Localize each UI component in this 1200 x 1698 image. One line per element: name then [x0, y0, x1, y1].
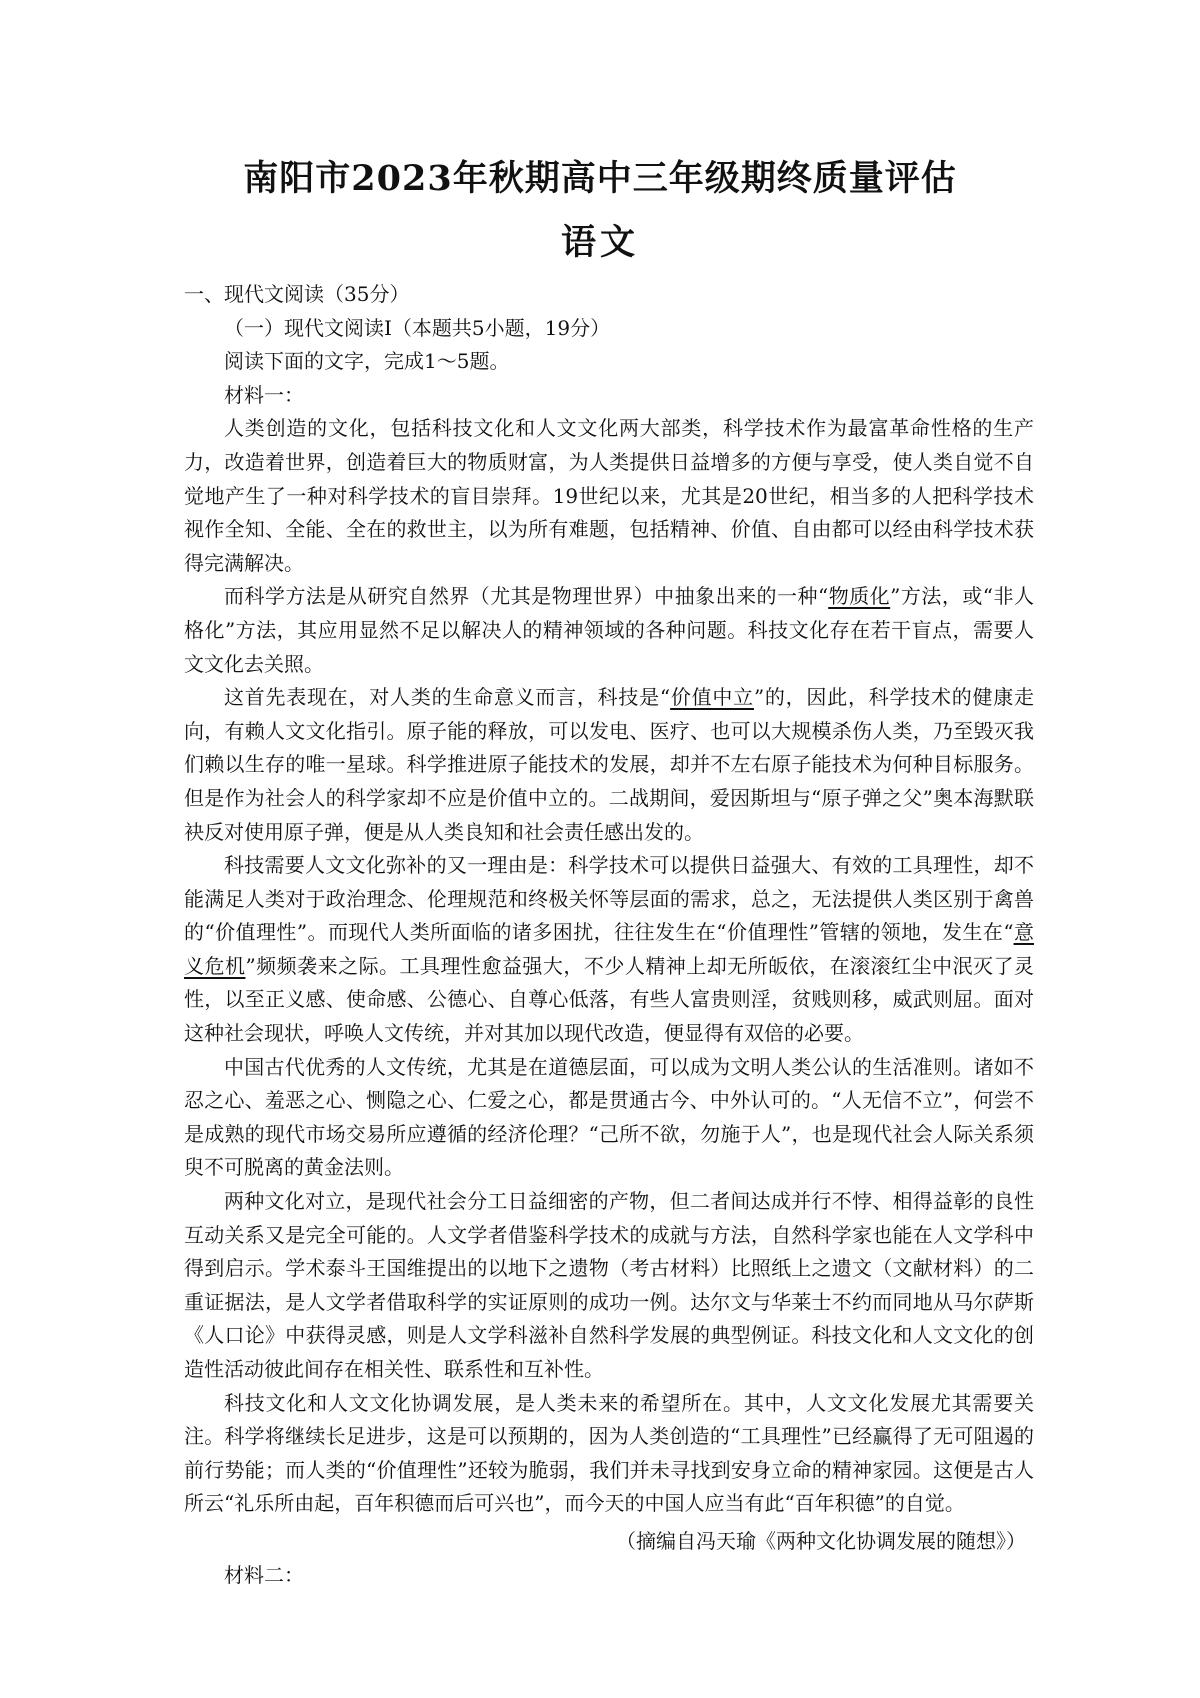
material-one-paragraph-6: 两种文化对立，是现代社会分工日益细密的产物，但二者间达成并行不悖、相得益彰的良性互动关系又是完全可能的。人文学者借鉴科学技术的成就与方法，自然科学家也能在人文学科中得到启示。学术泰斗王国维提出的以地下之遗物（考古材料）比照纸上之遗文（文献材料）的二重证据法，是人文学者借取科学的实证原则的成功一例。达尔文与华莱士不约而同地从马尔萨斯《人口论》中获得灵感，则是人文学科滋补自然科学发展的典型例证。科技文化和人文文化的创造性活动彼此间存在相关性、联系性和互补性。 [184, 1189, 1034, 1381]
paragraph-4-text-b: ”频频袭来之际。工具理性愈益强大，不少人精神上却无所皈依，在滚滚红尘中泯灭了灵性，以至正义感、使命感、公德心、自尊心低落，有些人富贵则淫，贫贱则移，威武则屈。面对这种社会现状，呼唤人文传统，并对其加以现代改造，便显得有双倍的必要。 [184, 953, 1034, 1046]
material-one-paragraph-3 [184, 681, 1034, 849]
material-two-label: 材料二： [224, 1562, 304, 1587]
exam-content [184, 278, 1034, 1592]
material-one-paragraph-1: 人类创造的文化，包括科技文化和人文文化两大部类，科学技术作为最富革命性格的生产力，改造着世界，创造着巨大的物质财富，为人类提供日益增多的方便与享受，使人类自觉不自觉地产生了一种对科学技术的盲目崇拜。19世纪以来，尤其是20世纪，相当多的人把科学技术视作全知、全能、全在的救世主，以为所有难题，包括精神、价值、自由都可以经由科学技术获得完满解决。 [184, 416, 1034, 575]
paragraph-3-text-b: ”的，因此，科学技术的健康走向，有赖人文文化指引。原子能的释放，可以发电、医疗、也可以大规模杀伤人类，乃至毁灭我们赖以生存的唯一星球。科学推进原子能技术的发展，却并不左右原子能技术为何种目标服务。但是作为社会人的科学家却不应是价值中立的。二战期间，爱因斯坦与“原子弹之父”奥本海默联袂反对使用原子弹，便是从人类良知和社会责任感出发的。 [184, 685, 1035, 844]
section-instruction: 阅读下面的文字，完成1～5题。 [224, 349, 510, 374]
underlined-term-value-neutral: 价值中立 [670, 685, 754, 710]
material-one-paragraph-7: 科技文化和人文文化协调发展，是人类未来的希望所在。其中，人文文化发展尤其需要关注。科学将继续长足进步，这是可以预期的，因为人类创造的“工具理性”已经赢得了无可阻遏的前行势能；而人类的“价值理性”还较为脆弱，我们并未寻找到安身立命的精神家园。这便是古人所云“礼乐所由起，百年积德而后可兴也”，而今天的中国人应当有此“百年积德”的自觉。 [184, 1390, 1034, 1516]
paragraph-4-text-a: 科技需要人文文化弥补的又一理由是：科学技术可以提供日益强大、有效的工具理性，却不能满足人类对于政治理念、伦理规范和终极关怀等层面的需求，总之，无法提供人类区别于禽兽的“价值理性”。而现代人类所面临的诸多困扰，往往发生在“价值理性”管辖的领地，发生在“ [184, 853, 1034, 945]
exam-subject: 语文 [560, 222, 639, 263]
material-one-paragraph-5: 中国古代优秀的人文传统，尤其是在道德层面，可以成为文明人类公认的生活准则。诸如不忍之心、羞恶之心、恻隐之心、仁爱之心，都是贯通古今、中外认可的。“人无信不立”，何尝不是成熟的现代市场交易所应遵循的经济伦理？“己所不欲，勿施于人”，也是现代社会人际关系须臾不可脱离的黄金法则。 [184, 1054, 1034, 1180]
exam-title: 南阳市2023年秋期高中三年级期终质量评估 [243, 158, 957, 199]
section-heading: 一、现代文阅读（35分） [184, 282, 410, 306]
paragraph-2-text-b: ”方法，或“非人格化”方法，其应用显然不足以解决人的精神领域的各种问题。科技文化存在若干盲点，需要人文文化去关照。 [184, 584, 1035, 676]
material-one-paragraph-4 [184, 849, 1034, 1051]
material-one-source: （摘编自冯天瑜《两种文化协调发展的随想》） [616, 1528, 1026, 1553]
paragraph-3-text-a: 这首先表现在，对人类的生命意义而言，科技是“ [224, 685, 671, 710]
material-one-paragraph-2 [184, 580, 1034, 681]
paragraph-2-text-a: 而科学方法是从研究自然界（尤其是物理世界）中抽象出来的一种“ [224, 584, 829, 609]
underlined-term-physicalization: 物质化 [828, 584, 891, 609]
underlined-term-meaning-crisis: 意义危机 [184, 920, 1035, 978]
section-subheading: （一）现代文阅读Ⅰ（本题共5小题，19分） [224, 315, 611, 340]
material-one-label: 材料一： [224, 382, 304, 407]
